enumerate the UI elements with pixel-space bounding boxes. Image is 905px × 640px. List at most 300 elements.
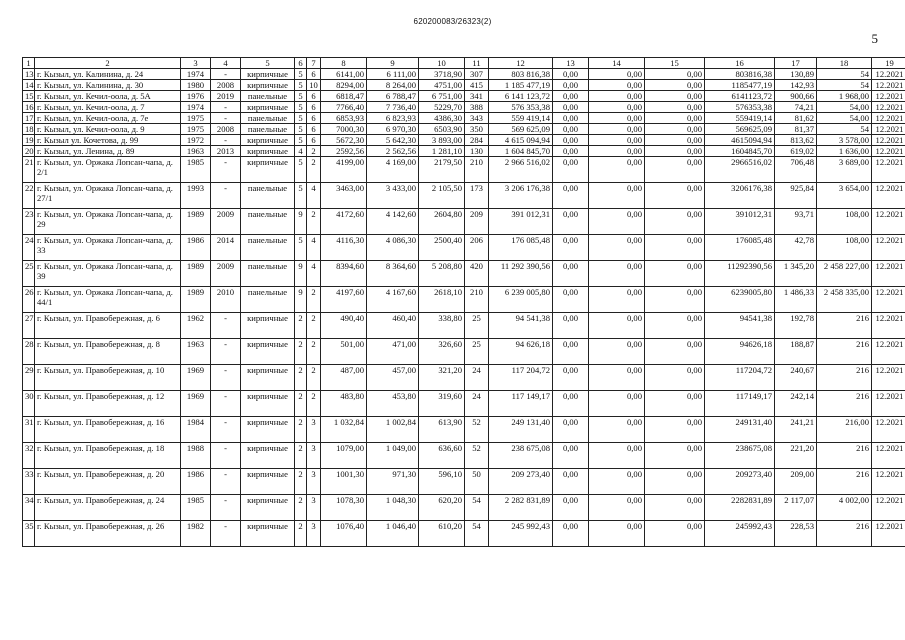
wall-material-cell: кирпичные xyxy=(241,391,295,417)
cost-18-cell: 4 002,00 xyxy=(817,495,872,521)
cost-15-cell: 0,00 xyxy=(645,183,705,209)
cost-per-sqm-cell: 242,14 xyxy=(775,391,817,417)
column-number-cell: 3 xyxy=(181,58,211,69)
floors-cell: 9 xyxy=(295,209,307,235)
table-row xyxy=(23,69,905,80)
area-10-cell: 319,60 xyxy=(419,391,465,417)
total-area-cell: 8394,60 xyxy=(321,261,367,287)
cost-14-cell: 0,00 xyxy=(589,124,645,135)
table-row xyxy=(23,157,905,183)
total-area-cell: 7766,40 xyxy=(321,102,367,113)
year-built-cell: 1985 xyxy=(181,157,211,183)
address-cell: г. Кызыл, ул. Калинина, д. 24 xyxy=(35,69,181,80)
address-cell: г. Кызыл, ул. Кечил-оола, д. 9 xyxy=(35,124,181,135)
cost-14-cell: 0,00 xyxy=(589,113,645,124)
cost-15-cell: 0,00 xyxy=(645,80,705,91)
deadline-cell: 12.2021 xyxy=(872,365,905,391)
deadline-cell: 12.2021 xyxy=(872,146,905,157)
residents-cell: 209 xyxy=(465,209,489,235)
year-built-cell: 1976 xyxy=(181,91,211,102)
cost-15-cell: 0,00 xyxy=(645,209,705,235)
living-area-cell: 460,40 xyxy=(367,313,419,339)
residents-cell: 130 xyxy=(465,146,489,157)
wall-material-cell: кирпичные xyxy=(241,135,295,146)
total-area-cell: 8294,00 xyxy=(321,80,367,91)
area-10-cell: 2179,50 xyxy=(419,157,465,183)
wall-material-cell: кирпичные xyxy=(241,469,295,495)
cost-18-cell: 216 xyxy=(817,443,872,469)
cost-18-cell: 216 xyxy=(817,469,872,495)
table-row xyxy=(23,80,905,91)
cost-14-cell: 0,00 xyxy=(589,495,645,521)
total-area-cell: 1079,00 xyxy=(321,443,367,469)
cost-total-cell: 2 282 831,89 xyxy=(489,495,553,521)
cost-16-cell: 94541,38 xyxy=(705,313,775,339)
cost-15-cell: 0,00 xyxy=(645,135,705,146)
cost-per-sqm-cell: 2 117,07 xyxy=(775,495,817,521)
table-row xyxy=(23,146,905,157)
table-row xyxy=(23,124,905,135)
address-cell: г. Кызыл, ул. Оржака Лопсан-чапа, д. 33 xyxy=(35,235,181,261)
cost-13-cell: 0,00 xyxy=(553,365,589,391)
row-number-cell: 21 xyxy=(23,157,35,183)
cost-per-sqm-cell: 706,48 xyxy=(775,157,817,183)
total-area-cell: 6853,93 xyxy=(321,113,367,124)
cost-18-cell: 216,00 xyxy=(817,417,872,443)
living-area-cell: 6 111,00 xyxy=(367,69,419,80)
area-10-cell: 338,80 xyxy=(419,313,465,339)
table-row xyxy=(23,235,905,261)
year-built-cell: 1963 xyxy=(181,146,211,157)
cost-16-cell: 117204,72 xyxy=(705,365,775,391)
row-number-cell: 33 xyxy=(23,469,35,495)
residents-cell: 173 xyxy=(465,183,489,209)
area-10-cell: 2 105,50 xyxy=(419,183,465,209)
living-area-cell: 8 264,00 xyxy=(367,80,419,91)
row-number-cell: 30 xyxy=(23,391,35,417)
entrances-cell: 2 xyxy=(307,209,321,235)
area-10-cell: 620,20 xyxy=(419,495,465,521)
cost-per-sqm-cell: 1 345,20 xyxy=(775,261,817,287)
year-built-cell: 1963 xyxy=(181,339,211,365)
entrances-cell: 6 xyxy=(307,124,321,135)
cost-total-cell: 238 675,08 xyxy=(489,443,553,469)
cost-total-cell: 6 239 005,80 xyxy=(489,287,553,313)
cost-total-cell: 4 615 094,94 xyxy=(489,135,553,146)
table-row xyxy=(23,339,905,365)
entrances-cell: 4 xyxy=(307,183,321,209)
year-built-cell: 1989 xyxy=(181,209,211,235)
wall-material-cell: кирпичные xyxy=(241,417,295,443)
floors-cell: 2 xyxy=(295,365,307,391)
address-cell: г. Кызыл, ул. Правобережная, д. 24 xyxy=(35,495,181,521)
cost-per-sqm-cell: 1 486,33 xyxy=(775,287,817,313)
wall-material-cell: кирпичные xyxy=(241,521,295,547)
area-10-cell: 613,90 xyxy=(419,417,465,443)
year-renovated-cell: - xyxy=(211,183,241,209)
cost-15-cell: 0,00 xyxy=(645,261,705,287)
cost-16-cell: 238675,08 xyxy=(705,443,775,469)
address-cell: г. Кызыл, ул. Ленина, д. 89 xyxy=(35,146,181,157)
column-number-cell: 19 xyxy=(872,58,905,69)
cost-per-sqm-cell: 900,66 xyxy=(775,91,817,102)
year-renovated-cell: 2010 xyxy=(211,287,241,313)
cost-per-sqm-cell: 925,84 xyxy=(775,183,817,209)
cost-14-cell: 0,00 xyxy=(589,235,645,261)
entrances-cell: 3 xyxy=(307,417,321,443)
residents-cell: 210 xyxy=(465,287,489,313)
cost-per-sqm-cell: 81,62 xyxy=(775,113,817,124)
address-cell: г. Кызыл, ул. Правобережная, д. 20 xyxy=(35,469,181,495)
cost-14-cell: 0,00 xyxy=(589,157,645,183)
address-cell: г. Кызыл, ул. Оржака Лопсан-чапа, д. 29 xyxy=(35,209,181,235)
cost-13-cell: 0,00 xyxy=(553,339,589,365)
row-number-cell: 17 xyxy=(23,113,35,124)
cost-total-cell: 3 206 176,38 xyxy=(489,183,553,209)
living-area-cell: 453,80 xyxy=(367,391,419,417)
wall-material-cell: кирпичные xyxy=(241,495,295,521)
cost-total-cell: 94 541,38 xyxy=(489,313,553,339)
residents-cell: 52 xyxy=(465,417,489,443)
cost-13-cell: 0,00 xyxy=(553,417,589,443)
table-row xyxy=(23,495,905,521)
row-number-cell: 18 xyxy=(23,124,35,135)
entrances-cell: 3 xyxy=(307,495,321,521)
row-number-cell: 23 xyxy=(23,209,35,235)
cost-15-cell: 0,00 xyxy=(645,69,705,80)
living-area-cell: 4 086,30 xyxy=(367,235,419,261)
address-cell: г. Кызыл, ул. Кечил-оола, д. 7 xyxy=(35,102,181,113)
cost-18-cell: 216 xyxy=(817,313,872,339)
cost-14-cell: 0,00 xyxy=(589,417,645,443)
year-renovated-cell: - xyxy=(211,157,241,183)
year-renovated-cell: - xyxy=(211,469,241,495)
cost-total-cell: 569 625,09 xyxy=(489,124,553,135)
cost-16-cell: 1604845,70 xyxy=(705,146,775,157)
wall-material-cell: кирпичные xyxy=(241,339,295,365)
living-area-cell: 8 364,60 xyxy=(367,261,419,287)
deadline-cell: 12.2021 xyxy=(872,183,905,209)
cost-13-cell: 0,00 xyxy=(553,495,589,521)
cost-13-cell: 0,00 xyxy=(553,80,589,91)
cost-18-cell: 216 xyxy=(817,339,872,365)
row-number-cell: 20 xyxy=(23,146,35,157)
cost-14-cell: 0,00 xyxy=(589,365,645,391)
living-area-cell: 971,30 xyxy=(367,469,419,495)
cost-15-cell: 0,00 xyxy=(645,113,705,124)
entrances-cell: 2 xyxy=(307,157,321,183)
cost-13-cell: 0,00 xyxy=(553,313,589,339)
cost-15-cell: 0,00 xyxy=(645,365,705,391)
year-renovated-cell: 2019 xyxy=(211,91,241,102)
total-area-cell: 1001,30 xyxy=(321,469,367,495)
cost-16-cell: 94626,18 xyxy=(705,339,775,365)
year-renovated-cell: 2008 xyxy=(211,124,241,135)
table-row xyxy=(23,91,905,102)
area-10-cell: 321,20 xyxy=(419,365,465,391)
cost-13-cell: 0,00 xyxy=(553,102,589,113)
wall-material-cell: панельные xyxy=(241,235,295,261)
cost-15-cell: 0,00 xyxy=(645,91,705,102)
address-cell: г. Кызыл, ул. Оржака Лопсан-чапа, д. 2/1 xyxy=(35,157,181,183)
cost-16-cell: 249131,40 xyxy=(705,417,775,443)
year-renovated-cell: - xyxy=(211,417,241,443)
living-area-cell: 1 046,40 xyxy=(367,521,419,547)
column-number-row xyxy=(23,58,905,69)
total-area-cell: 501,00 xyxy=(321,339,367,365)
wall-material-cell: панельные xyxy=(241,287,295,313)
column-number-cell: 4 xyxy=(211,58,241,69)
floors-cell: 4 xyxy=(295,146,307,157)
floors-cell: 5 xyxy=(295,91,307,102)
year-renovated-cell: - xyxy=(211,102,241,113)
year-built-cell: 1972 xyxy=(181,135,211,146)
cost-total-cell: 559 419,14 xyxy=(489,113,553,124)
deadline-cell: 12.2021 xyxy=(872,91,905,102)
wall-material-cell: панельные xyxy=(241,124,295,135)
floors-cell: 5 xyxy=(295,235,307,261)
cost-13-cell: 0,00 xyxy=(553,91,589,102)
year-renovated-cell: - xyxy=(211,495,241,521)
cost-13-cell: 0,00 xyxy=(553,146,589,157)
residents-cell: 24 xyxy=(465,365,489,391)
year-renovated-cell: 2014 xyxy=(211,235,241,261)
cost-per-sqm-cell: 240,67 xyxy=(775,365,817,391)
page-number: 5 xyxy=(871,31,878,46)
year-renovated-cell: 2013 xyxy=(211,146,241,157)
deadline-cell: 12.2021 xyxy=(872,495,905,521)
year-built-cell: 1984 xyxy=(181,417,211,443)
total-area-cell: 487,00 xyxy=(321,365,367,391)
residents-cell: 420 xyxy=(465,261,489,287)
deadline-cell: 12.2021 xyxy=(872,391,905,417)
floors-cell: 2 xyxy=(295,417,307,443)
entrances-cell: 6 xyxy=(307,102,321,113)
column-number-cell: 15 xyxy=(645,58,705,69)
column-number-cell: 8 xyxy=(321,58,367,69)
total-area-cell: 4116,30 xyxy=(321,235,367,261)
column-number-cell: 11 xyxy=(465,58,489,69)
row-number-cell: 35 xyxy=(23,521,35,547)
deadline-cell: 12.2021 xyxy=(872,261,905,287)
wall-material-cell: кирпичные xyxy=(241,80,295,91)
cost-16-cell: 3206176,38 xyxy=(705,183,775,209)
living-area-cell: 6 823,93 xyxy=(367,113,419,124)
cost-18-cell: 54,00 xyxy=(817,102,872,113)
living-area-cell: 4 169,00 xyxy=(367,157,419,183)
year-built-cell: 1993 xyxy=(181,183,211,209)
cost-18-cell: 216 xyxy=(817,521,872,547)
cost-18-cell: 3 578,00 xyxy=(817,135,872,146)
table-row xyxy=(23,183,905,209)
living-area-cell: 6 788,47 xyxy=(367,91,419,102)
row-number-cell: 34 xyxy=(23,495,35,521)
cost-per-sqm-cell: 130,89 xyxy=(775,69,817,80)
cost-16-cell: 1185477,19 xyxy=(705,80,775,91)
floors-cell: 5 xyxy=(295,157,307,183)
entrances-cell: 6 xyxy=(307,69,321,80)
address-cell: г. Кызыл, ул. Правобережная, д. 8 xyxy=(35,339,181,365)
housing-register-table xyxy=(22,57,905,547)
cost-16-cell: 6239005,80 xyxy=(705,287,775,313)
residents-cell: 54 xyxy=(465,521,489,547)
living-area-cell: 471,00 xyxy=(367,339,419,365)
cost-13-cell: 0,00 xyxy=(553,69,589,80)
cost-15-cell: 0,00 xyxy=(645,417,705,443)
table-row xyxy=(23,469,905,495)
year-renovated-cell: - xyxy=(211,521,241,547)
living-area-cell: 7 736,40 xyxy=(367,102,419,113)
cost-14-cell: 0,00 xyxy=(589,80,645,91)
year-built-cell: 1975 xyxy=(181,124,211,135)
table-row xyxy=(23,417,905,443)
cost-14-cell: 0,00 xyxy=(589,183,645,209)
cost-13-cell: 0,00 xyxy=(553,287,589,313)
total-area-cell: 4197,60 xyxy=(321,287,367,313)
residents-cell: 25 xyxy=(465,339,489,365)
area-10-cell: 2604,80 xyxy=(419,209,465,235)
total-area-cell: 3463,00 xyxy=(321,183,367,209)
cost-13-cell: 0,00 xyxy=(553,235,589,261)
year-built-cell: 1969 xyxy=(181,391,211,417)
total-area-cell: 5672,30 xyxy=(321,135,367,146)
cost-15-cell: 0,00 xyxy=(645,521,705,547)
cost-13-cell: 0,00 xyxy=(553,391,589,417)
cost-16-cell: 803816,38 xyxy=(705,69,775,80)
year-built-cell: 1989 xyxy=(181,287,211,313)
living-area-cell: 1 002,84 xyxy=(367,417,419,443)
floors-cell: 2 xyxy=(295,391,307,417)
column-number-cell: 12 xyxy=(489,58,553,69)
year-built-cell: 1982 xyxy=(181,521,211,547)
row-number-cell: 13 xyxy=(23,69,35,80)
cost-14-cell: 0,00 xyxy=(589,102,645,113)
cost-15-cell: 0,00 xyxy=(645,391,705,417)
entrances-cell: 6 xyxy=(307,91,321,102)
entrances-cell: 2 xyxy=(307,146,321,157)
cost-15-cell: 0,00 xyxy=(645,469,705,495)
cost-14-cell: 0,00 xyxy=(589,135,645,146)
cost-15-cell: 0,00 xyxy=(645,495,705,521)
cost-15-cell: 0,00 xyxy=(645,443,705,469)
total-area-cell: 7000,30 xyxy=(321,124,367,135)
cost-18-cell: 108,00 xyxy=(817,235,872,261)
column-number-cell: 17 xyxy=(775,58,817,69)
floors-cell: 5 xyxy=(295,69,307,80)
cost-14-cell: 0,00 xyxy=(589,209,645,235)
total-area-cell: 6141,00 xyxy=(321,69,367,80)
living-area-cell: 4 142,60 xyxy=(367,209,419,235)
wall-material-cell: кирпичные xyxy=(241,157,295,183)
floors-cell: 2 xyxy=(295,495,307,521)
total-area-cell: 1076,40 xyxy=(321,521,367,547)
table-row xyxy=(23,261,905,287)
cost-total-cell: 117 204,72 xyxy=(489,365,553,391)
cost-18-cell: 108,00 xyxy=(817,209,872,235)
floors-cell: 5 xyxy=(295,102,307,113)
row-number-cell: 32 xyxy=(23,443,35,469)
cost-16-cell: 176085,48 xyxy=(705,235,775,261)
column-number-cell: 2 xyxy=(35,58,181,69)
year-built-cell: 1986 xyxy=(181,235,211,261)
cost-per-sqm-cell: 142,93 xyxy=(775,80,817,91)
column-number-cell: 1 xyxy=(23,58,35,69)
row-number-cell: 27 xyxy=(23,313,35,339)
cost-13-cell: 0,00 xyxy=(553,443,589,469)
deadline-cell: 12.2021 xyxy=(872,417,905,443)
cost-15-cell: 0,00 xyxy=(645,157,705,183)
column-number-cell: 16 xyxy=(705,58,775,69)
cost-18-cell: 1 968,00 xyxy=(817,91,872,102)
cost-total-cell: 249 131,40 xyxy=(489,417,553,443)
cost-per-sqm-cell: 93,71 xyxy=(775,209,817,235)
row-number-cell: 24 xyxy=(23,235,35,261)
cost-18-cell: 3 689,00 xyxy=(817,157,872,183)
cost-13-cell: 0,00 xyxy=(553,261,589,287)
living-area-cell: 4 167,60 xyxy=(367,287,419,313)
cost-18-cell: 3 654,00 xyxy=(817,183,872,209)
cost-per-sqm-cell: 81,37 xyxy=(775,124,817,135)
wall-material-cell: панельные xyxy=(241,209,295,235)
year-built-cell: 1980 xyxy=(181,80,211,91)
cost-15-cell: 0,00 xyxy=(645,287,705,313)
cost-total-cell: 803 816,38 xyxy=(489,69,553,80)
residents-cell: 25 xyxy=(465,313,489,339)
year-renovated-cell: 2009 xyxy=(211,209,241,235)
year-renovated-cell: - xyxy=(211,365,241,391)
row-number-cell: 26 xyxy=(23,287,35,313)
cost-18-cell: 54 xyxy=(817,124,872,135)
cost-13-cell: 0,00 xyxy=(553,135,589,146)
cost-13-cell: 0,00 xyxy=(553,124,589,135)
living-area-cell: 6 970,30 xyxy=(367,124,419,135)
entrances-cell: 2 xyxy=(307,365,321,391)
residents-cell: 415 xyxy=(465,80,489,91)
cost-14-cell: 0,00 xyxy=(589,91,645,102)
living-area-cell: 2 562,56 xyxy=(367,146,419,157)
floors-cell: 5 xyxy=(295,183,307,209)
living-area-cell: 457,00 xyxy=(367,365,419,391)
cost-18-cell: 1 636,00 xyxy=(817,146,872,157)
cost-total-cell: 94 626,18 xyxy=(489,339,553,365)
row-number-cell: 22 xyxy=(23,183,35,209)
table-row xyxy=(23,135,905,146)
area-10-cell: 596,10 xyxy=(419,469,465,495)
cost-15-cell: 0,00 xyxy=(645,235,705,261)
deadline-cell: 12.2021 xyxy=(872,113,905,124)
cost-14-cell: 0,00 xyxy=(589,313,645,339)
area-10-cell: 3718,90 xyxy=(419,69,465,80)
deadline-cell: 12.2021 xyxy=(872,287,905,313)
cost-total-cell: 176 085,48 xyxy=(489,235,553,261)
cost-15-cell: 0,00 xyxy=(645,339,705,365)
cost-13-cell: 0,00 xyxy=(553,157,589,183)
living-area-cell: 5 642,30 xyxy=(367,135,419,146)
area-10-cell: 2500,40 xyxy=(419,235,465,261)
year-built-cell: 1974 xyxy=(181,69,211,80)
address-cell: г. Кызыл, ул. Правобережная, д. 10 xyxy=(35,365,181,391)
floors-cell: 5 xyxy=(295,113,307,124)
cost-18-cell: 54 xyxy=(817,69,872,80)
address-cell: г. Кызыл, ул. Оржака Лопсан-чапа, д. 27/1 xyxy=(35,183,181,209)
area-10-cell: 6503,90 xyxy=(419,124,465,135)
floors-cell: 2 xyxy=(295,469,307,495)
cost-15-cell: 0,00 xyxy=(645,146,705,157)
residents-cell: 343 xyxy=(465,113,489,124)
floors-cell: 5 xyxy=(295,124,307,135)
cost-16-cell: 2966516,02 xyxy=(705,157,775,183)
column-number-cell: 5 xyxy=(241,58,295,69)
